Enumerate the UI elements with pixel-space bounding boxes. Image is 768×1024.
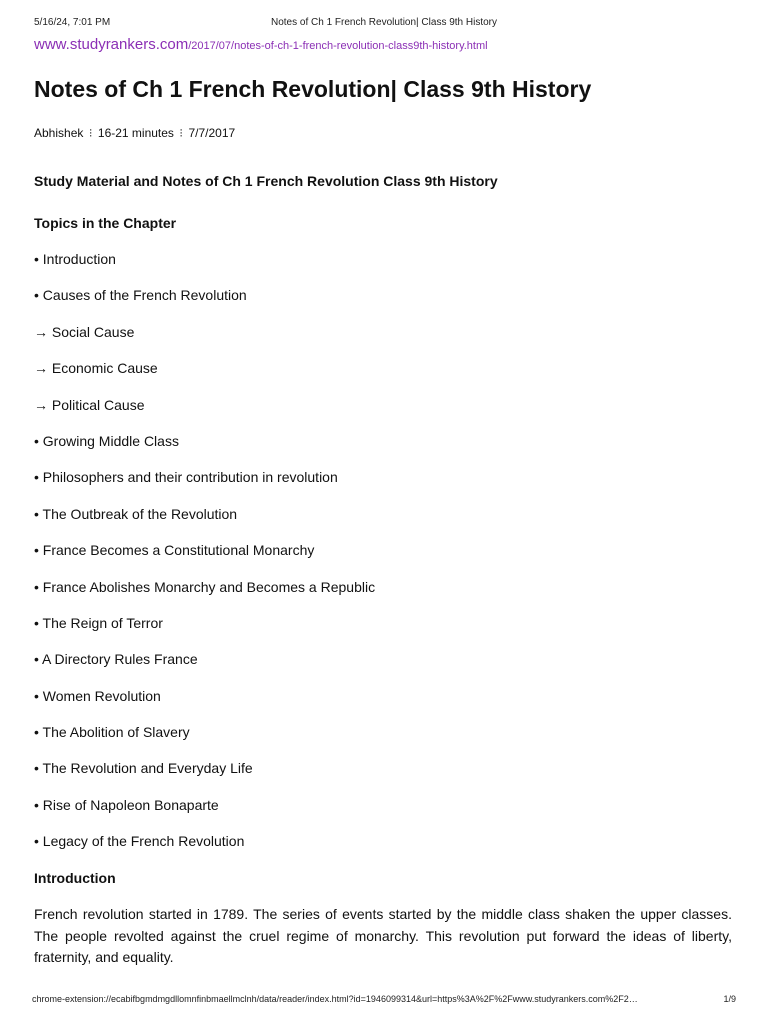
print-footer-url: chrome-extension://ecabifbgmdmgdllomnfinbmaellmclnh/data/reader/index.html?id=1946099314&url=https%3A%2F%2Fwww.studyrankers.com%2F2… xyxy=(32,994,638,1004)
intro-paragraph: French revolution started in 1789. The series of events started by the middle class shaken the upper classes. The people revolted against the cruel regime of monarchy. This revolution put forward the ideas of liberty, fraternity, and equality. xyxy=(34,906,732,965)
topic-item: • Introduction xyxy=(34,251,116,267)
topic-item: → Economic Cause xyxy=(34,360,158,377)
topic-item: • The Abolition of Slavery xyxy=(34,724,190,741)
topic-item: • Legacy of the French Revolution xyxy=(34,833,245,850)
topics-list xyxy=(34,250,375,869)
print-datetime: 5/16/24, 7:01 PM xyxy=(34,17,111,28)
topic-item: • The Reign of Terror xyxy=(34,614,163,631)
source-link[interactable] xyxy=(34,36,488,54)
topic-item: → Political Cause xyxy=(34,396,145,413)
article-author: Abhishek xyxy=(34,126,84,140)
topic-item: • Women Revolution xyxy=(34,687,161,704)
article-date: 7/7/2017 xyxy=(188,126,236,140)
topic-item: • The Outbreak of the Revolution xyxy=(34,505,238,522)
source-path[interactable]: /2017/07/notes-of-ch-1-french-revolution-class9th-history.html xyxy=(188,40,488,52)
meta-separator: ⁝ xyxy=(88,126,93,140)
topic-item: • Philosophers and their contribution in revolution xyxy=(34,469,338,486)
topic-item: • A Directory Rules France xyxy=(34,651,198,668)
topic-item: → Social Cause xyxy=(34,323,135,340)
topic-item: • Rise of Napoleon Bonaparte xyxy=(34,796,219,813)
meta-separator: ⁝ xyxy=(179,126,184,140)
page-number: 1/9 xyxy=(723,994,736,1004)
lead-heading: Study Material and Notes of Ch 1 French Revolution Class 9th History xyxy=(34,173,498,189)
topic-item: • France Abolishes Monarchy and Becomes a Republic xyxy=(34,578,376,595)
topic-item: • Growing Middle Class xyxy=(34,432,179,449)
article-meta xyxy=(34,126,235,140)
source-domain[interactable]: www.studyrankers.com xyxy=(34,36,189,53)
intro-heading: Introduction xyxy=(34,870,116,886)
topic-item: • Causes of the French Revolution xyxy=(34,287,247,304)
article-read-time: 16-21 minutes xyxy=(97,126,174,140)
topic-item: • The Revolution and Everyday Life xyxy=(34,760,253,777)
article-title: Notes of Ch 1 French Revolution| Class 9th History xyxy=(34,76,592,102)
topic-item: • France Becomes a Constitutional Monarchy xyxy=(34,542,315,559)
print-header xyxy=(0,17,768,31)
print-page-title: Notes of Ch 1 French Revolution| Class 9th History xyxy=(270,17,498,28)
topics-heading: Topics in the Chapter xyxy=(34,215,177,231)
